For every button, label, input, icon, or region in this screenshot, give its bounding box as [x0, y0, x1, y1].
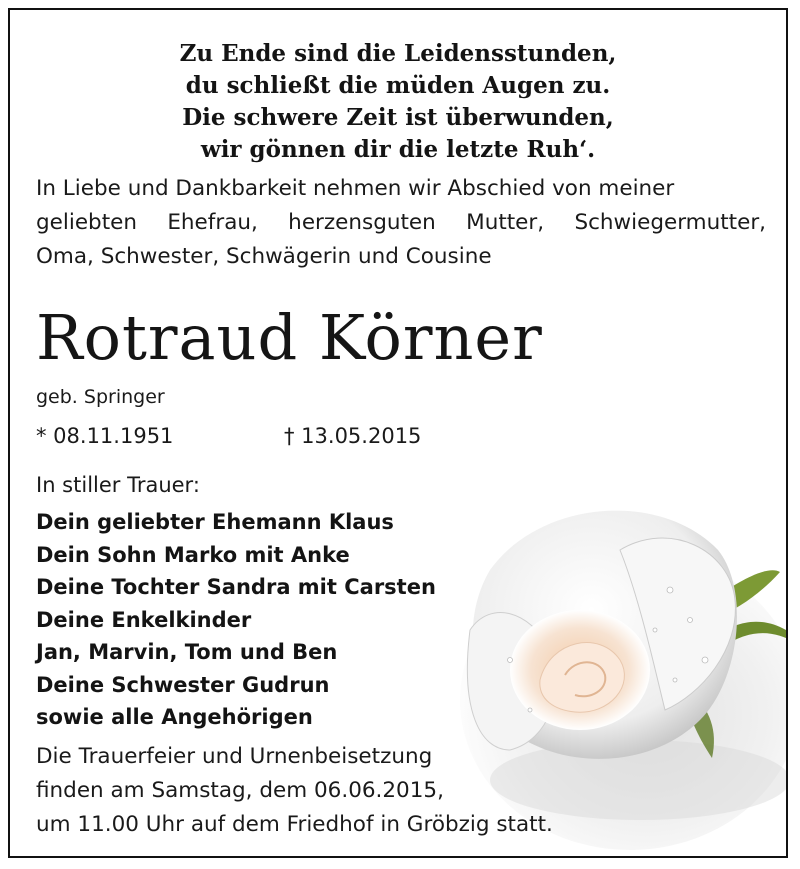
mourner-line: Dein Sohn Marko mit Anke — [36, 542, 350, 567]
mourning-label: In stiller Trauer: — [36, 473, 200, 497]
obituary-card — [8, 8, 788, 858]
mourner-line: Deine Enkelkinder — [36, 607, 252, 632]
mourners-list — [36, 506, 436, 734]
poem-block — [10, 38, 786, 166]
death-date: † 13.05.2015 — [284, 424, 422, 448]
poem-line: wir gönnen dir die letzte Ruh‘. — [200, 136, 596, 163]
birth-date: * 08.11.1951 — [36, 424, 174, 448]
mourner-line: Jan, Marvin, Tom und Ben — [36, 640, 338, 664]
funeral-line: um 11.00 Uhr auf dem Friedhof in Gröbzig statt. — [36, 812, 553, 837]
poem-line: Die schwere Zeit ist überwunden, — [182, 104, 614, 131]
mourner-line: sowie alle Angehörigen — [36, 705, 313, 729]
funeral-notice — [36, 740, 553, 842]
funeral-line: Die Trauerfeier und Urnenbeisetzung — [36, 744, 433, 769]
deceased-name: Rotraud Körner — [36, 301, 543, 374]
funeral-line: finden am Samstag, dem 06.06.2015, — [36, 778, 444, 803]
mourner-line: Deine Tochter Sandra mit Carsten — [36, 575, 436, 599]
intro-line: Oma, Schwester, Schwägerin und Cousine — [36, 244, 492, 269]
poem-line: Zu Ende sind die Leidensstunden, — [179, 40, 617, 67]
life-dates — [36, 424, 636, 454]
intro-paragraph — [36, 172, 766, 274]
mourner-line: Dein geliebter Ehemann Klaus — [36, 510, 394, 534]
mourner-line: Deine Schwester Gudrun — [36, 672, 330, 697]
poem-line: du schließt die müden Augen zu. — [185, 72, 611, 99]
maiden-name: geb. Springer — [36, 386, 165, 408]
intro-line: geliebten Ehefrau, herzensguten Mutter, Schwiegermutter, — [36, 210, 766, 235]
intro-line: In Liebe und Dankbarkeit nehmen wir Abschied von meiner — [36, 176, 675, 201]
